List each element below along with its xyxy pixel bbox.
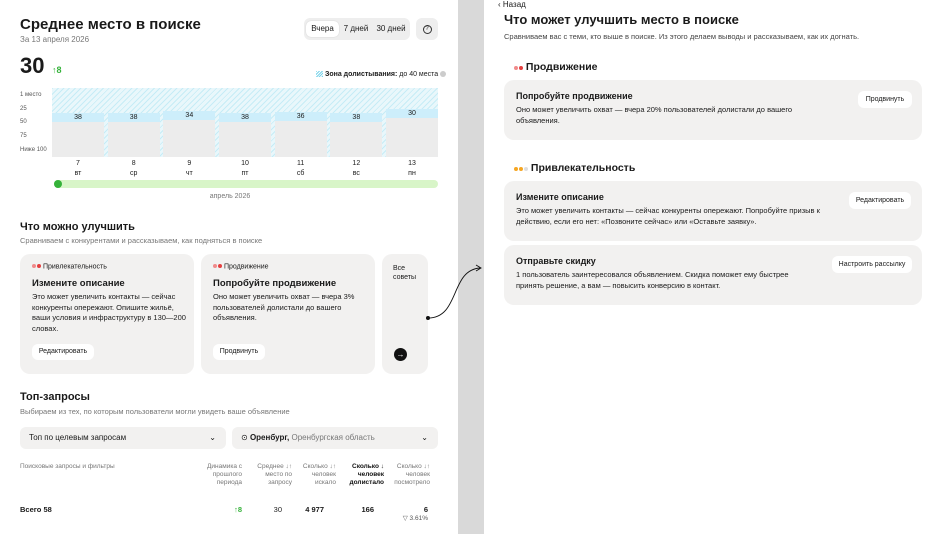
x-tick-day-number: 13	[408, 160, 416, 167]
section-heading-label: Продвижение	[525, 61, 598, 73]
tip-card-promotion[interactable]	[201, 254, 375, 374]
x-tick-day-name: сб	[296, 170, 305, 177]
total-label: Всего 58	[20, 505, 52, 514]
x-tick-day-name: пн	[408, 170, 416, 177]
total-viewed: 6	[423, 505, 428, 514]
y-tick-label: 1 место	[20, 92, 42, 98]
tip-tag-label: Привлекательность	[42, 263, 107, 271]
improve-title: Что можно улучшить	[20, 221, 135, 233]
edit-button[interactable]: Редактировать	[32, 344, 94, 360]
zone-label: Зона долистывания:	[324, 71, 398, 78]
x-tick-day-number: 10	[241, 160, 249, 167]
tip-title: Попробуйте продвижение	[213, 278, 337, 289]
y-tick-label: Ниже 100	[20, 147, 47, 153]
y-tick-label: 50	[20, 119, 27, 125]
section-heading-promotion	[514, 61, 598, 73]
col-dynamics[interactable]: Динамика с прошлого периода	[207, 463, 242, 486]
tip-text: Это может увеличить контакты — сейчас конкуренты опережают. Опишите жильё, ваши условия и инфраструктуру в 130—200 словах.	[32, 292, 186, 333]
chart-bar-label: 38	[219, 113, 271, 122]
all-tips-card[interactable]	[382, 254, 428, 374]
x-tick-day-name: ср	[129, 170, 138, 177]
region-name: Оренбургская область	[289, 433, 375, 442]
location-icon: ⊙	[241, 433, 248, 442]
total-viewed-delta: ▽ 3.61%	[402, 515, 428, 522]
position-delta: ↑8	[52, 65, 62, 75]
x-tick-day-number: 9	[187, 160, 192, 167]
back-link[interactable]	[498, 0, 526, 9]
info-icon	[440, 71, 446, 77]
total-dynamics: ↑8	[234, 505, 242, 514]
panel-title: Что может улучшить место в поиске	[504, 12, 739, 27]
all-tips-label: Все советы	[393, 265, 417, 281]
improve-subtitle: Сравниваем с конкурентами и рассказываем, как подняться в поиске	[20, 236, 263, 245]
x-tick-day-name: чт	[185, 170, 193, 177]
tip-card-promotion[interactable]	[504, 80, 922, 140]
x-tick-day-number: 11	[297, 160, 305, 167]
tip-text: 1 пользователь заинтересовался объявлением. Скидка поможет ему быстрее принять решение, а вам — повысить конверсию в контакт.	[516, 270, 789, 290]
promote-button[interactable]: Продвинуть	[858, 91, 912, 108]
chart-bar-label: 38	[330, 113, 382, 122]
x-tick-day-name: пт	[241, 170, 249, 177]
section-heading-label: Привлекательность	[530, 162, 636, 174]
page-title: Среднее место в поиске	[20, 16, 201, 33]
x-tick-day-number: 8	[131, 160, 136, 167]
period-7-days[interactable]: 7 дней	[343, 24, 369, 33]
period-yesterday[interactable]: Вчера	[306, 21, 339, 37]
section-heading-attractiveness	[514, 162, 635, 174]
period-30-days[interactable]: 30 дней	[376, 24, 406, 33]
period-switch	[304, 18, 410, 40]
tag-dots-icon	[32, 263, 41, 270]
total-searched: 4 977	[305, 505, 324, 514]
chart-bar-label: 34	[163, 111, 215, 120]
queries-title: Топ-запросы	[20, 391, 90, 403]
timeline-track[interactable]	[54, 180, 438, 188]
x-tick-day-name: вс	[352, 170, 360, 177]
position-chart	[52, 88, 438, 157]
tip-tag	[213, 263, 269, 270]
promo-marker-icon	[54, 180, 62, 188]
setup-mailing-button[interactable]: Настроить рассылку	[832, 256, 912, 273]
edit-button[interactable]: Редактировать	[849, 192, 911, 209]
chevron-left-icon: ‹	[498, 0, 501, 9]
region-city: Оренбург,	[249, 433, 290, 442]
chart-bar-label: 38	[108, 113, 160, 122]
col-viewed[interactable]: Сколько ↓↑ человек посмотрело	[394, 463, 430, 486]
chart-bar-label: 30	[386, 109, 438, 118]
x-tick-day-name: вт	[74, 170, 82, 177]
chevron-down-icon: ⌄	[209, 433, 216, 442]
tip-text: Оно может увеличить охват — вчера 20% пользователей долистали до вашего объявления.	[516, 105, 793, 125]
help-button[interactable]	[416, 18, 438, 40]
zone-info	[316, 71, 446, 78]
tip-card-description[interactable]	[504, 181, 922, 241]
query-type-select[interactable]	[20, 427, 226, 449]
region-select[interactable]	[232, 427, 438, 449]
tip-text: Оно может увеличить охват — вчера 3% пользователей долистали до вашего объявления.	[213, 292, 355, 322]
hatch-icon	[316, 71, 323, 77]
x-tick-day-number: 7	[76, 160, 80, 167]
chart-bar-label: 36	[275, 112, 327, 121]
date-label: За 13 апреля 2026	[20, 35, 90, 44]
total-avg-place: 30	[273, 505, 282, 514]
y-tick-label: 75	[20, 133, 27, 139]
tip-title: Измените описание	[32, 278, 125, 289]
tip-title: Попробуйте продвижение	[516, 91, 633, 101]
y-tick-label: 25	[20, 106, 27, 112]
col-searched[interactable]: Сколько ↓↑ человек искало	[302, 463, 336, 486]
back-label: Назад	[502, 0, 526, 9]
left-panel	[0, 0, 458, 534]
attractiveness-dots-icon	[514, 162, 528, 174]
promote-button[interactable]: Продвинуть	[213, 344, 265, 360]
tip-tag-label: Продвижение	[223, 263, 269, 271]
arrow-right-icon[interactable]: →	[394, 348, 407, 361]
x-axis-label: апрель 2026	[209, 193, 251, 200]
tip-card-discount[interactable]	[504, 245, 922, 305]
chevron-down-icon: ⌄	[421, 433, 428, 442]
query-type-value: Топ по целевым запросам	[29, 433, 127, 442]
panel-subtitle: Сравниваем вас с теми, кто выше в поиске. Из этого делаем выводы и рассказываем, как их догнать.	[504, 32, 860, 41]
position-value: 30	[20, 53, 45, 78]
zone-value: до 40 места	[399, 71, 439, 78]
promotion-dots-icon	[514, 61, 523, 73]
total-scrolled: 166	[361, 505, 374, 514]
chart-bar-label: 38	[52, 113, 104, 122]
col-scrolled[interactable]: Сколько ↓ человек долистало	[349, 463, 384, 486]
connector-arrow-icon	[424, 262, 484, 322]
col-queries: Поисковые запросы и фильтры	[20, 463, 115, 470]
tip-text: Это может увеличить контакты — сейчас конкуренты опережают. Попробуйте призыв к действию, если его нет: «Позвоните сейчас» или «Оставьте заявку».	[516, 206, 820, 226]
right-panel	[484, 0, 942, 534]
tip-tag	[32, 263, 107, 270]
tag-dots-icon	[213, 263, 222, 270]
question-icon: ?	[423, 25, 432, 34]
col-avg-place[interactable]: Среднее ↓↑ место по запросу	[257, 463, 292, 486]
tip-title: Отправьте скидку	[516, 256, 596, 266]
queries-subtitle: Выбираем из тех, по которым пользователи могли увидеть ваше объявление	[20, 407, 290, 416]
x-tick-day-number: 12	[352, 160, 361, 167]
tip-title: Измените описание	[516, 192, 604, 202]
tip-card-description[interactable]	[20, 254, 194, 374]
